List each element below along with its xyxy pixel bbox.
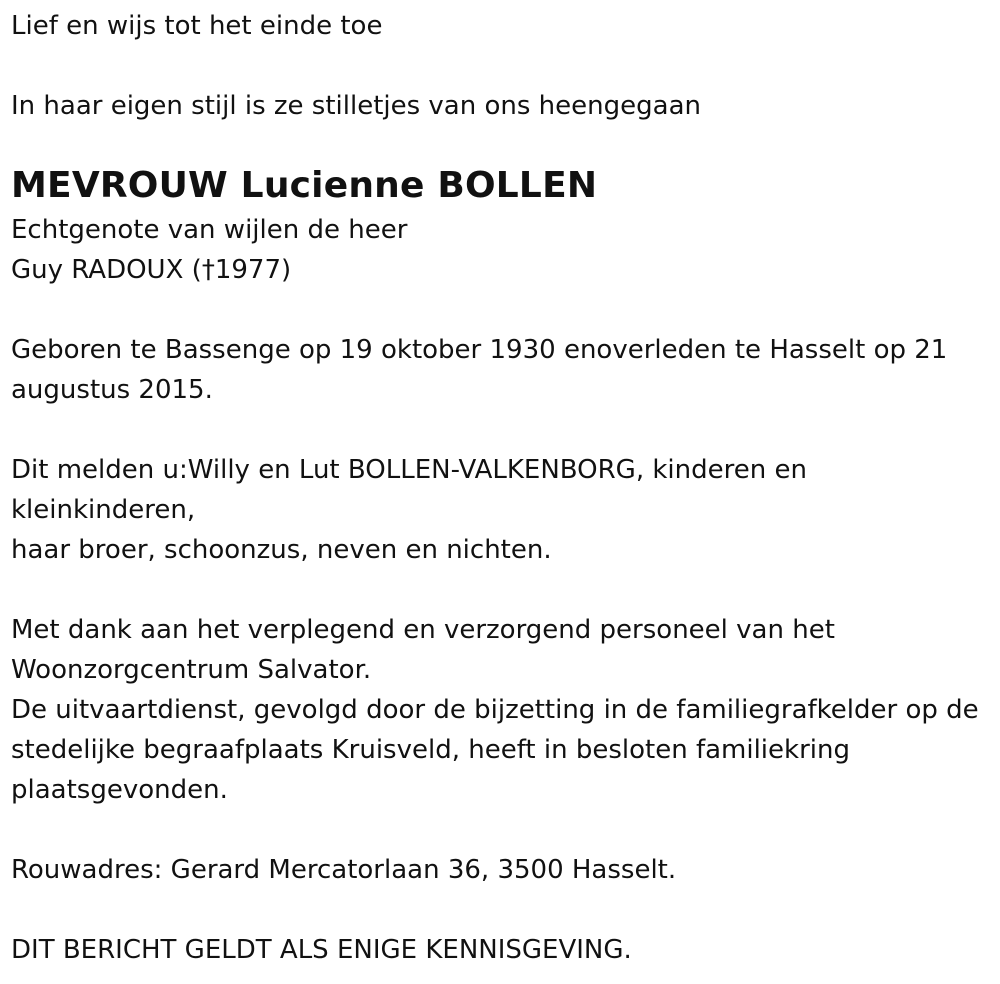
opening-line-2: In haar eigen stijl is ze stilletjes van ons heengegaan <box>11 91 701 121</box>
birth-death-paragraph: Geboren te Bassenge op 19 oktober 1930 enoverleden te Hasselt op 21 augustus 2015. <box>11 335 948 405</box>
spouse-name: Guy RADOUX ( <box>11 255 202 285</box>
closing-line: DIT BERICHT GELDT ALS ENIGE KENNISGEVING. <box>11 935 632 965</box>
spacer <box>11 46 986 86</box>
spacer <box>11 410 986 450</box>
spouse-line-1: Echtgenote van wijlen de heer <box>11 215 408 245</box>
spacer <box>11 810 986 850</box>
funeral-paragraph: De uitvaartdienst, gevolgd door de bijzetting in de familiegrafkelder op de stedelijke begraafplaats Kruisveld, heeft in besloten familiekring plaatsgevonden. <box>11 695 979 805</box>
spouse-death-year: 1977) <box>214 255 292 285</box>
spacer <box>11 570 986 610</box>
spacer <box>11 890 986 930</box>
thanks-paragraph: Met dank aan het verplegend en verzorgend personeel van het Woonzorgcentrum Salvator. <box>11 615 835 685</box>
announced-by-paragraph: Dit melden u:Willy en Lut BOLLEN-VALKENBORG, kinderen en kleinkinderen, <box>11 455 807 525</box>
family-line: haar broer, schoonzus, neven en nichten. <box>11 535 552 565</box>
address-line: Rouwadres: Gerard Mercatorlaan 36, 3500 Hasselt. <box>11 855 677 885</box>
spouse-line-2 <box>11 250 986 290</box>
cross-icon: † <box>201 255 215 285</box>
opening-line-1: Lief en wijs tot het einde toe <box>11 11 383 41</box>
spacer <box>11 290 986 330</box>
spacer <box>11 126 986 166</box>
deceased-name-title: MEVROUW Lucienne BOLLEN <box>11 165 598 206</box>
death-notice <box>11 6 986 970</box>
